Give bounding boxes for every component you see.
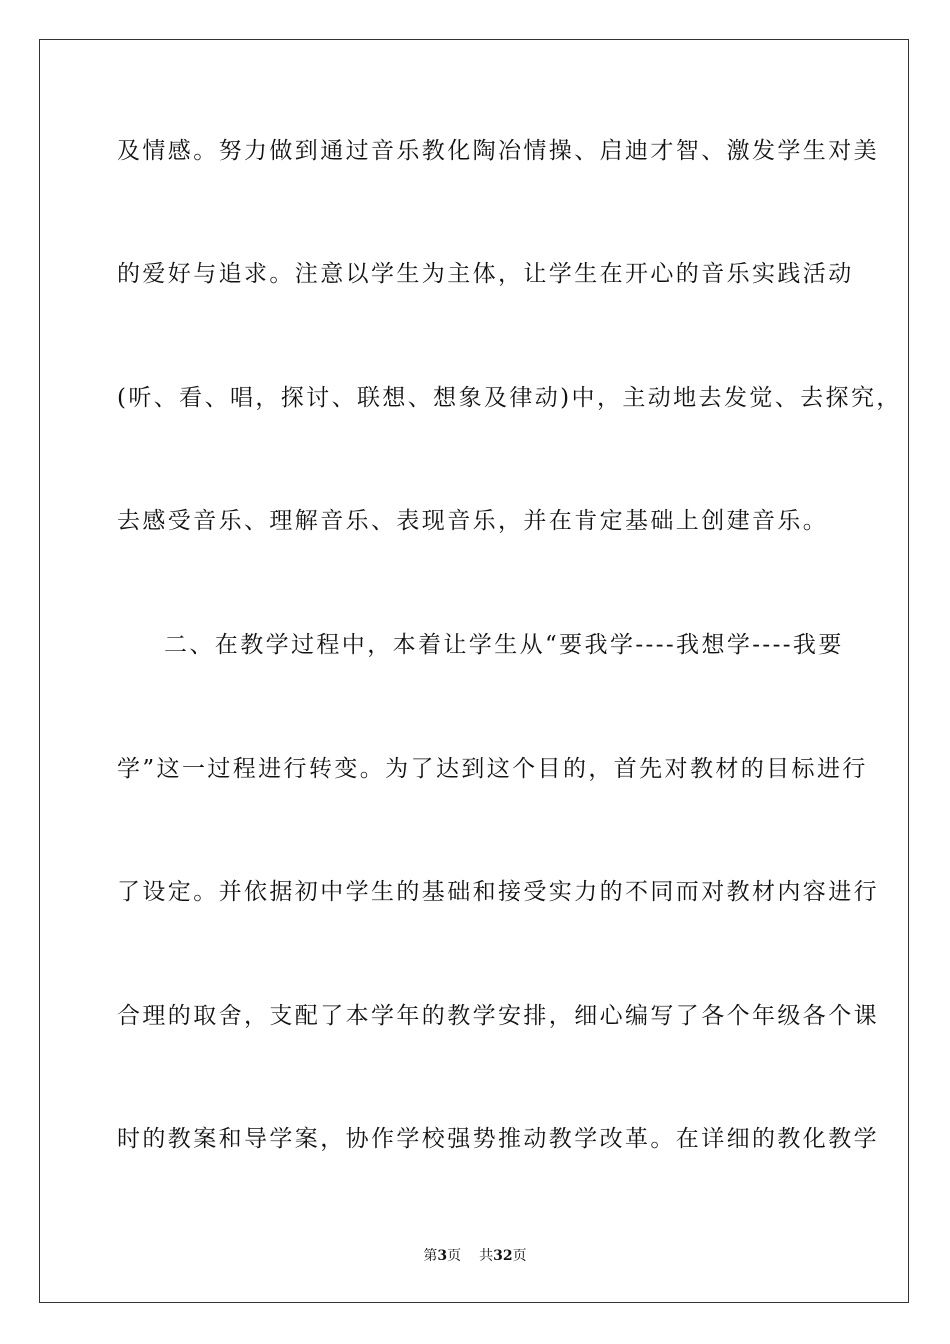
text-line-5-paragraph-start: 二、在教学过程中，本着让学生从“要我学----我想学----我要 bbox=[164, 632, 844, 658]
footer-page-number: 3 bbox=[437, 1248, 448, 1264]
text-line-3: (听、看、唱，探讨、联想、想象及律动)中，主动地去发觉、去探究， bbox=[117, 385, 902, 411]
page-footer bbox=[0, 1247, 950, 1265]
footer-total-prefix: 共 bbox=[479, 1248, 494, 1264]
footer-page-prefix: 第 bbox=[423, 1248, 438, 1264]
text-line-6: 学”这一过程进行转变。为了达到这个目的，首先对教材的目标进行 bbox=[117, 756, 868, 782]
text-line-7: 了设定。并依据初中学生的基础和接受实力的不同而对教材内容进行 bbox=[117, 879, 879, 905]
footer-page-suffix: 页 bbox=[447, 1248, 462, 1264]
text-line-4: 去感受音乐、理解音乐、表现音乐，并在肯定基础上创建音乐。 bbox=[117, 508, 829, 534]
text-line-9: 时的教案和导学案，协作学校强势推动教学改革。在详细的教化教学 bbox=[117, 1126, 879, 1152]
footer-total-pages: 32 bbox=[493, 1248, 513, 1264]
text-line-2: 的爱好与追求。注意以学生为主体，让学生在开心的音乐实践活动 bbox=[117, 261, 854, 287]
text-line-1: 及情感。努力做到通过音乐教化陶冶情操、启迪才智、激发学生对美 bbox=[117, 138, 879, 164]
page-frame bbox=[39, 39, 909, 1303]
footer-total-suffix: 页 bbox=[512, 1248, 527, 1264]
text-line-8: 合理的取舍，支配了本学年的教学安排，细心编写了各个年级各个课 bbox=[117, 1003, 879, 1029]
